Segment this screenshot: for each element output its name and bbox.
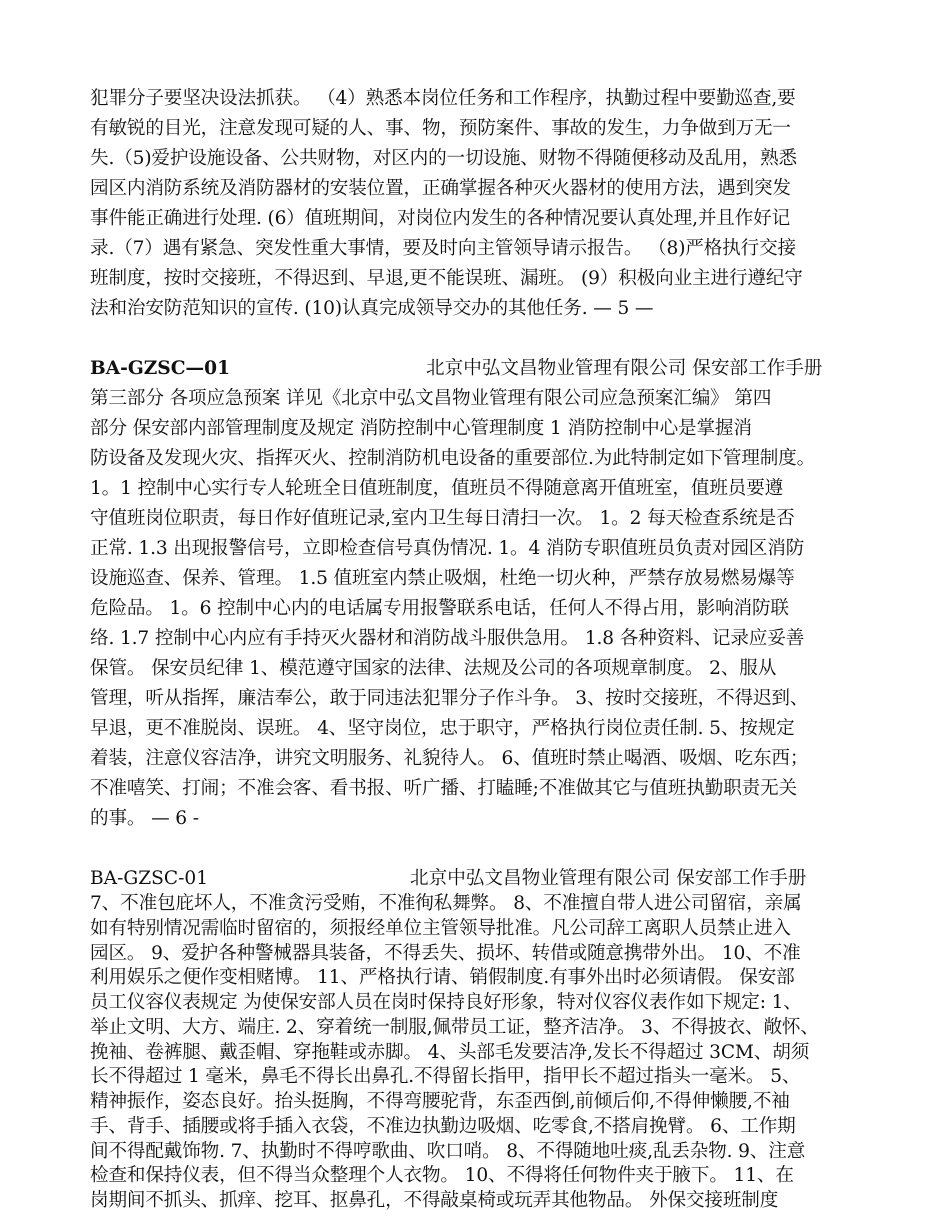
doc-code: BA-GZSC-01 [90,868,209,889]
text-line: 防设备及发现火灾、指挥灭火、控制消防机电设备的重要部位.为此特制定如下管理制度。 [90,448,816,469]
text-line: 早退，更不准脱岗、误班。 4、坚守岗位，忠于职守，严格执行岗位责任制. 5、按规定 [90,718,795,739]
text-line: 检查和保持仪表，但不得当众整理个人衣物。 10、不得将任何物件夹于腋下。 11、在 [90,1165,794,1187]
text-line: 间不得配戴饰物. 7、执勤时不得哼歌曲、吹口哨。 8、不得随地吐痰,乱丢杂物. 9、注意 [90,1140,806,1162]
text-line: 不准嘻笑、打闹；不准会客、看书报、听广播、打瞌睡;不准做其它与值班执勤职责无关 [90,778,797,799]
doc-code: BA-GZSC—01 [90,358,231,379]
text-line: 危险品。 1。6 控制中心内的电话属专用报警联系电话，任何人不得占用，影响消防联 [90,598,789,619]
text-line: 岗期间不抓头、抓痒、挖耳、抠鼻孔，不得敲桌椅或玩弄其他物品。 外保交接班制度 [90,1190,779,1212]
text-line: 长不得超过 1 毫米，鼻毛不得长出鼻孔.不得留长指甲，指甲长不超过指头一毫米。 5、 [90,1066,801,1088]
text-line: 络. 1.7 控制中心内应有手持灭火器材和消防战斗服供急用。 1.8 各种资料、记录应妥善 [90,628,805,649]
text-line: 有敏锐的目光，注意发现可疑的人、事、物，预防案件、事故的发生，力争做到万无一 [90,118,791,139]
text-line: 犯罪分子要坚决设法抓获。 （4）熟悉本岗位任务和工作程序，执勤过程中要勤巡查,要 [90,88,796,109]
company-header: 北京中弘文昌物业管理有限公司 保安部工作手册 [426,358,823,379]
text-line: 7、不准包庇坏人，不准贪污受贿，不准徇私舞弊。 8、不准擅自带人进公司留宿，亲属 [90,893,802,914]
text-line: 失.（5)爱护设施设备、公共财物，对区内的一切设施、财物不得随便移动及乱用，熟悉 [90,148,797,169]
text-line: 第三部分 各项应急预案 详见《北京中弘文昌物业管理有限公司应急预案汇编》 第四 [90,388,772,409]
text-line: 挽袖、卷裤腿、戴歪帽、穿拖鞋或赤脚。 4、头部毛发要洁净,发长不得超过 3CM、胡须 [90,1041,810,1063]
text-line: 事件能正确进行处理. (6）值班期间，对岗位内发生的各种情况要认真处理,并且作好记 [90,208,791,229]
text-line: 管理，听从指挥，廉洁奉公，敢于同违法犯罪分子作斗争。 3、按时交接班，不得迟到、 [90,688,809,709]
text-line: 园区内消防系统及消防器材的安装位置，正确掌握各种灭火器材的使用方法，遇到突发 [90,178,791,199]
text-line: 着装，注意仪容洁净，讲究文明服务、礼貌待人。 6、值班时禁止喝酒、吸烟、吃东西； [90,748,809,769]
text-line: 如有特别情况需临时留宿的，须报经单位主管领导批准。凡公司辞工离职人员禁止进入 [90,917,791,939]
text-line: 举止文明、大方、端庄. 2、穿着统一制服,佩带员工证，整齐洁净。 3、不得披衣、敞怀、 [90,1016,819,1038]
text-line: 法和治安防范知识的宣传. (10)认真完成领导交办的其他任务. — 5 — [90,298,654,319]
text-line: 设施巡查、保养、管理。 1.5 值班室内禁止吸烟，杜绝一切火种，严禁存放易燃易爆等 [90,568,795,589]
text-line: 的事。 — 6 - [90,808,199,829]
text-line: 部分 保安部内部管理制度及规定 消防控制中心管理制度 1 消防控制中心是掌握消 [90,418,752,439]
text-line: 1。1 控制中心实行专人轮班全日值班制度，值班员不得随意离开值班室，值班员要遵 [90,478,784,499]
text-line: 手、背手、插腰或将手插入衣袋，不准边执勤边吸烟、吃零食,不搭肩挽臂。 6、工作期 [90,1115,796,1137]
text-line: 员工仪容仪表规定 为使保安部人员在岗时保持良好形象，特对仪容仪表作如下规定: 1、 [90,992,802,1014]
text-line: 精神振作，姿态良好。抬头挺胸，不得弯腰驼背，东歪西倒,前倾后仰,不得伸懒腰,不袖 [90,1091,790,1113]
text-line: 正常. 1.3 出现报警信号，立即检查信号真伪情况. 1。4 消防专职值班员负责对园区消防 [90,538,805,559]
text-line: 录.（7）遇有紧急、突发性重大事情，要及时向主管领导请示报告。 （8)严格执行交接 [90,238,796,259]
company-header: 北京中弘文昌物业管理有限公司 保安部工作手册 [410,868,807,889]
text-line: 班制度，按时交接班，不得迟到、早退,更不能误班、漏班。 (9）积极向业主进行遵纪守 [90,268,803,289]
text-line: 利用娱乐之便作变相赌博。 11、严格执行请、销假制度.有事外出时必须请假。 保安部 [90,967,795,989]
text-line: 守值班岗位职责，每日作好值班记录,室内卫生每日清扫一次。 1。2 每天检查系统是否 [90,508,795,529]
text-line: 保管。 保安员纪律 1、模范遵守国家的法律、法规及公司的各项规章制度。 2、服从 [90,658,777,679]
text-line: 园区。 9、爱护各种警械器具装备，不得丢失、损坏、转借或随意携带外出。 10、不准 [90,942,801,964]
